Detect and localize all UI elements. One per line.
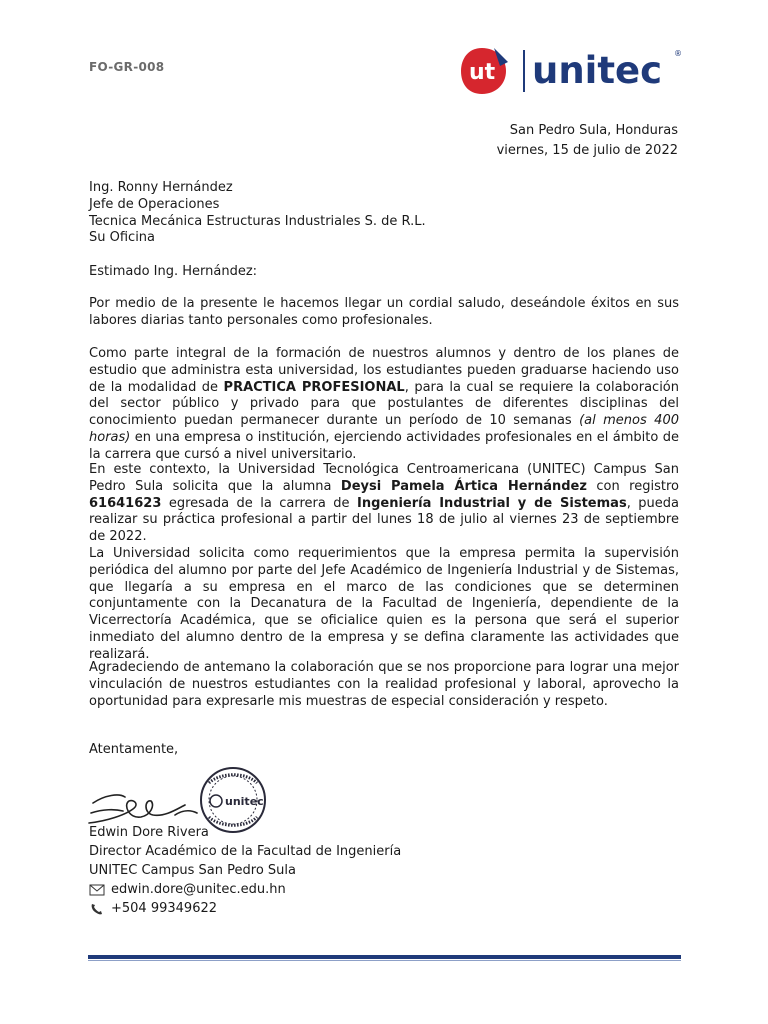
unitec-logo bbox=[460, 42, 685, 98]
logo-wordmark: unitec bbox=[532, 49, 663, 92]
signer-phone-line bbox=[89, 899, 401, 918]
footer-divider bbox=[88, 955, 681, 959]
date-block bbox=[497, 121, 678, 160]
envelope-icon bbox=[89, 883, 105, 897]
document-code: FO-GR-008 bbox=[89, 60, 165, 74]
recipient-role: Jefe de Operaciones bbox=[89, 196, 220, 212]
date-place: San Pedro Sula, Honduras bbox=[509, 123, 678, 138]
paragraph-3: En este contexto, la Universidad Tecnológica Centroamericana (UNITEC) Campus San Pedro Sula solicita que la alumna Deysi Pamela Ártica Hernández con registro 61641623 egresada de la carrera de Ingeniería Industrial y de Sistemas, pueda realizar su práctica profesional a partir del lunes 18 de julio al viernes 23 de septiembre de 2022. bbox=[89, 462, 679, 545]
signer-block bbox=[89, 823, 401, 918]
closing: Atentamente, bbox=[89, 742, 179, 757]
recipient-company: Tecnica Mecánica Estructuras Industriales S. de R.L. bbox=[89, 213, 426, 229]
signer-email-line bbox=[89, 880, 401, 899]
logo-mark-text: ut bbox=[469, 60, 496, 85]
paragraph-1: Por medio de la presente le hacemos llegar un cordial saludo, deseándole éxitos en sus labores diarias tanto personales como profesionales. bbox=[89, 296, 679, 328]
paragraph-4: La Universidad solicita como requerimientos que la empresa permita la supervisión periódica del alumno por parte del Jefe Académico de Ingeniería Industrial y de Sistemas, que llegaría a su empresa en el marco de las condiciones que se determinen conjuntamente con la Decanatura de la Facultad de Ingeniería, dependiente de la Vicerrectoría Académica, que se oficialice quien es la persona que será el superior inmediato del alumno dentro de la empresa y se defina claramente las actividades que realizará. bbox=[89, 546, 679, 662]
recipient-office: Su Oficina bbox=[89, 230, 156, 246]
recipient-name: Ing. Ronny Hernández bbox=[89, 180, 233, 195]
signer-title: Director Académico de la Facultad de Ingeniería bbox=[89, 844, 402, 859]
logo-registered: ® bbox=[674, 49, 682, 58]
signer-campus: UNITEC Campus San Pedro Sula bbox=[89, 863, 296, 878]
signer-name: Edwin Dore Rivera bbox=[89, 825, 209, 840]
signer-phone[interactable]: +504 99349622 bbox=[111, 901, 218, 916]
paragraph-5: Agradeciendo de antemano la colaboración que se nos proporcione para lograr una mejor vinculación de nuestros estudiantes con la realidad profesional y laboral, aprovecho la oportunidad para expresarle mis muestras de especial consideración y respeto. bbox=[89, 660, 679, 709]
paragraph-2: Como parte integral de la formación de nuestros alumnos y dentro de los planes de estudio que administra esta universidad, los estudiantes pueden graduarse haciendo uso de la modalidad de PRACTICA PROFESIONAL, para la cual se requiere la colaboración del sector público y privado para que postulantes de diferentes disciplinas del conocimiento puedan permanecer durante un período de 10 semanas (al menos 400 horas) en una empresa o institución, ejerciendo actividades profesionales en el ámbito de la carrera que cursó a nivel universitario. bbox=[89, 346, 679, 462]
date-day: viernes, 15 de julio de 2022 bbox=[496, 142, 678, 158]
seal-brand: unitec bbox=[225, 795, 264, 808]
signer-email[interactable]: edwin.dore@unitec.edu.hn bbox=[111, 882, 286, 897]
phone-icon bbox=[89, 902, 105, 916]
greeting: Estimado Ing. Hernández: bbox=[89, 264, 258, 279]
recipient-block bbox=[89, 180, 679, 247]
